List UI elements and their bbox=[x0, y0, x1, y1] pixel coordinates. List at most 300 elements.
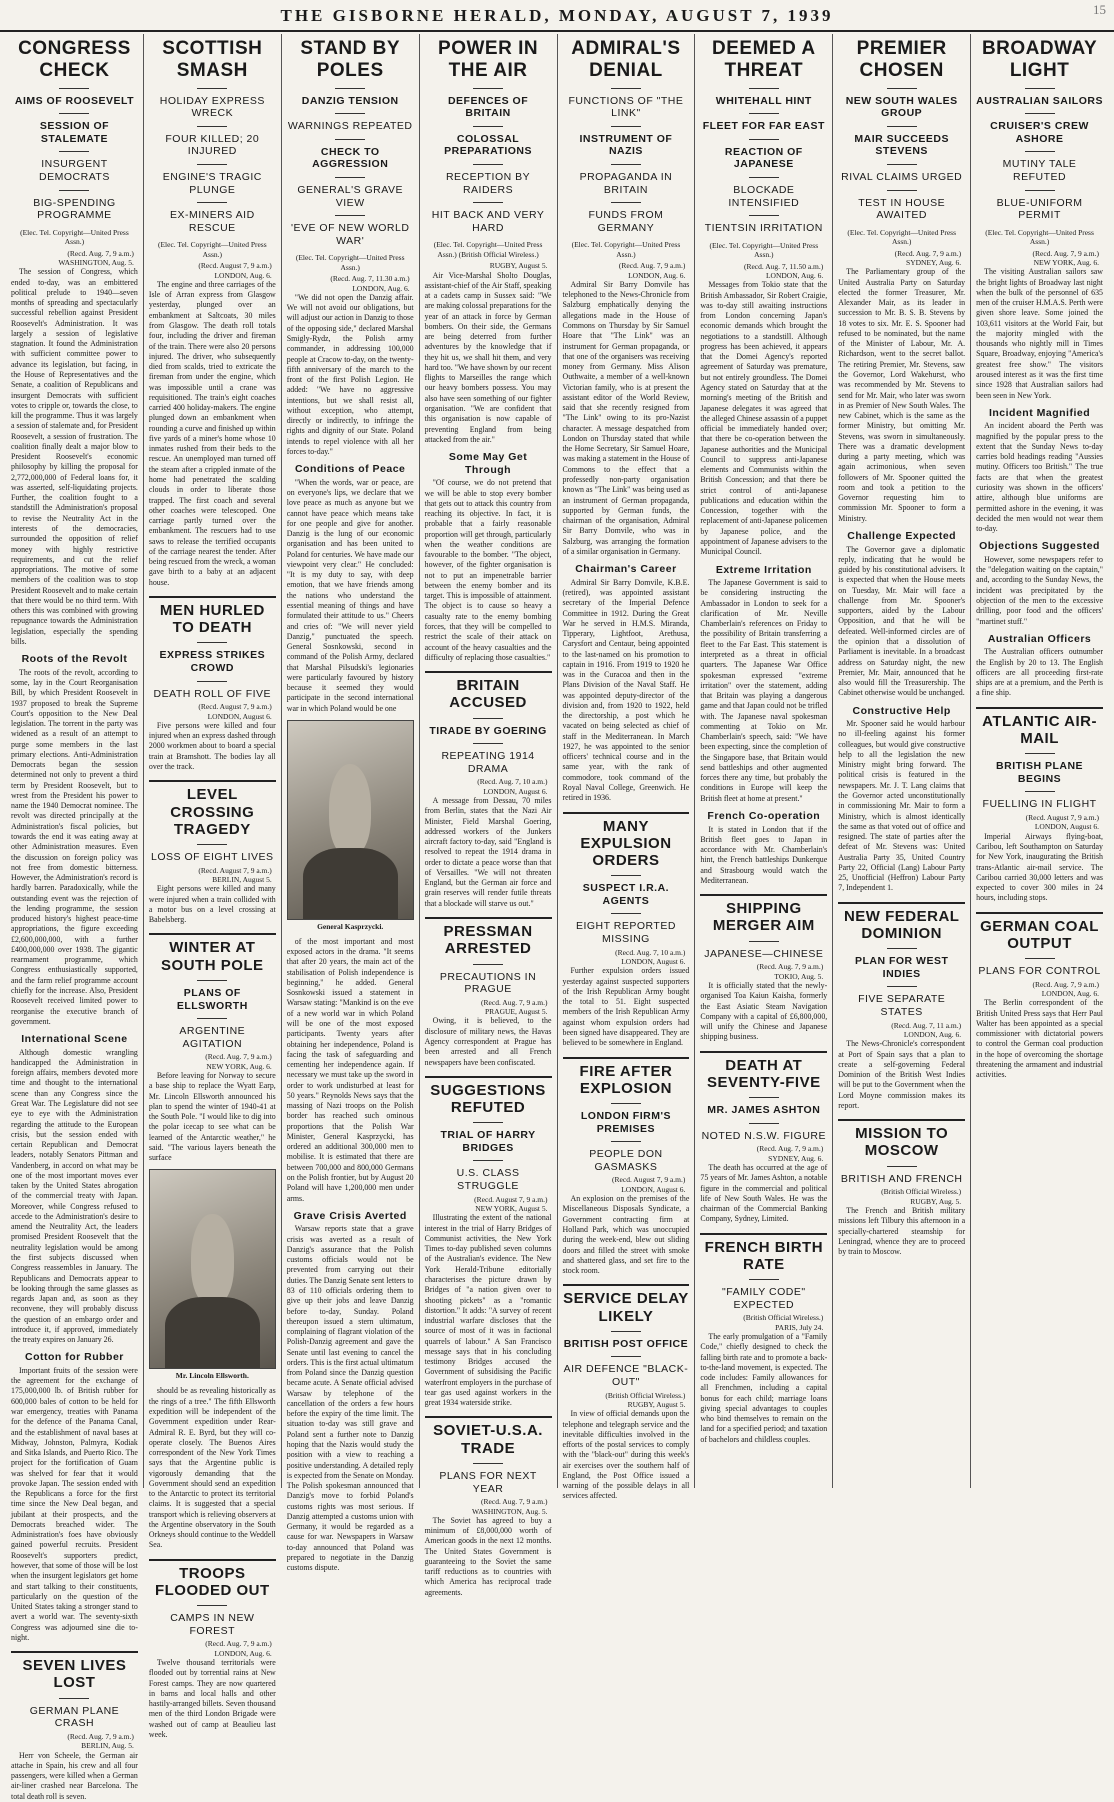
divider bbox=[59, 1698, 89, 1699]
article-paragraph: "Of course, we do not pretend that we will be able to stop every bomber that gets out to attack this country from reaching its objective. In fact, it is probable that a fairly reasonable proportion will get through, particularly when the weather conditions are favourable to the bomber. "The object, however, of the fighter organisation is not to put an impenetrable barrier between the enemy bomber and its target. This is impossible of attainment. The object is to cause so heavy a casualty rate to the enemy bombing forces, that they will be compelled to restrict the scale of their attack on account of the heavy casualties and the difficulty of replacing those casualties." bbox=[424, 478, 552, 662]
divider bbox=[473, 1160, 503, 1161]
article-paragraph: The French and British military missions left Tilbury this afternoon in a specially-chartered steamship for Leningrad, whence they are to proceed by train to Moscow. bbox=[838, 1206, 966, 1257]
article-paragraph: of the most important and most exposed actors in the drama. "It seems that after 20 years, the main act of the stabilisation of Polish independence is beginning," he added. General Sosnkowski issued a statement in Warsaw stating: "Mankind is on the eve of a new world war in which Poland will be one of the most exposed participants. Twenty years after obtaining her independence, Poland is facing the task of safeguarding and cementing her independence again. If necessary we must take up the sword in order to work undisturbed at least for 50 years." Reynolds News says that the massing of Nazi troops on the Polish border has reached such ominous proportions that the Polish War Minister, General Kasprzycki, has ordered an additional 300,000 men to mobilise. It is estimated that there are between 700,000 and 800,000 Germans on the Polish frontier, but by August 20 Poland will have 1,200,000 men under arms. bbox=[286, 936, 414, 1203]
column-7 bbox=[833, 34, 971, 1488]
article-paragraph: Illustrating the extent of the national interest in the trial of Harry Bridges of Communist activities, the New York Times to-day published seven columns of the Australian's evidence. The New York Herald-Tribune editorially characterises the picture drawn by Bridges of "a nation given over to shooting pickets" as a "romantic distortion." It adds: "A survey of recent industrial warfare discloses that the source of most of it was in factional quarrels of labour." A San Francisco message says that in his concluding testimony Bridges accused the Government of subsidising the Pacific waterfront employers in the purchase of tear gas used against workers in the great 1934 waterside strike. bbox=[424, 1213, 552, 1408]
article-body bbox=[287, 293, 414, 457]
dateline: PARIS, July 24. bbox=[775, 1322, 824, 1332]
article-body bbox=[149, 1658, 276, 1740]
section-subhead: International Scene bbox=[21, 1033, 128, 1046]
divider bbox=[887, 948, 917, 949]
divider bbox=[1025, 151, 1055, 152]
article-separator bbox=[563, 1284, 690, 1286]
section-subhead: Incident Magnified bbox=[988, 406, 1091, 419]
article-body bbox=[11, 668, 138, 1027]
dateline: LONDON, Aug. 6. bbox=[352, 283, 410, 293]
headline: FRENCH BIRTH RATE bbox=[704, 1238, 824, 1273]
divider bbox=[887, 986, 917, 987]
divider bbox=[197, 642, 227, 643]
divider bbox=[887, 164, 917, 165]
subheadline: PLANS FOR NEXT YEAR bbox=[439, 1469, 537, 1495]
divider bbox=[887, 88, 917, 89]
article-paragraph: It is stated in London that if the British fleet goes to Japan in accordance with Mr. Chamberlain's hint, the French battleships Dunkerque and Strasbourg would watch the Mediterranean. bbox=[700, 824, 828, 885]
dateline: LONDON, August 6. bbox=[483, 786, 548, 796]
article-separator bbox=[563, 812, 690, 814]
subheadline: ARGENTINE AGITATION bbox=[179, 1025, 246, 1050]
article-body bbox=[838, 1206, 965, 1257]
headline: WINTER AT SOUTH POLE bbox=[161, 939, 264, 974]
subheadline: EIGHT REPORTED MISSING bbox=[575, 920, 676, 946]
dateline: RUGBY, August 5. bbox=[627, 1399, 686, 1409]
headline: PREMIER CHOSEN bbox=[856, 38, 947, 81]
article-body bbox=[425, 1516, 552, 1598]
credit-line: (Elec. Tel. Copyright—United Press Assn.) bbox=[295, 253, 405, 272]
subheadline: INSURGENT DEMOCRATS bbox=[39, 158, 110, 184]
article-body bbox=[976, 647, 1103, 698]
article-body bbox=[425, 271, 552, 446]
dateline: NEW YORK, Aug. 6. bbox=[206, 1061, 272, 1071]
subheadline: TEST IN HOUSE AWAITED bbox=[858, 196, 946, 222]
article-body bbox=[700, 1163, 827, 1225]
photo-caption: Mr. Lincoln Ellsworth. bbox=[175, 1371, 249, 1381]
article-paragraph: "When the words, war or peace, are on everyone's lips, we declare that we love peace as much as anyone but we cannot have peace which means take for one people and give for another. Danzig is the lung of our economic organisation and has been united to Poland for centuries. We have made our viewpoint very clear." He concluded: "It is my duty to say, with deep emotion, that we have friends among the nations who understand the essential meaning of things and have formulated their attitude to us." Cheers and cries of: "We will never yield Danzig," punctuated the speech. General Sosnkowski, second in command of the Polish Army, declared that Marshal Pilsudski's legionaries were particularly favoured by history because it seemed they would participate in the second international war in which Poland would be one bbox=[286, 477, 414, 713]
dateline: RUGBY, Aug. 5. bbox=[910, 1196, 962, 1206]
article-paragraph: Imperial Airways flying-boat, Caribou, left Southampton on Saturday for New York, inaugurating the British trans-Atlantic air-mail service. The Caribou carried 30,000 letters and was expected to cover 300 miles in 24 hours, including stops. bbox=[976, 831, 1103, 903]
subheadline: U.S. CLASS STRUGGLE bbox=[456, 1167, 520, 1193]
article-separator bbox=[563, 1057, 690, 1059]
article-body bbox=[563, 966, 690, 1048]
article-body bbox=[11, 1366, 138, 1643]
dateline: (Recd. Aug. 7, 9 a.m.) bbox=[1032, 248, 1099, 258]
article-paragraph: Owing, it is believed, to the disclosure of military news, the Havas Agency correspondent at Prague has been arrested and all French newspapers have been confiscated. bbox=[424, 1016, 552, 1067]
article-separator bbox=[149, 780, 276, 782]
divider bbox=[887, 126, 917, 127]
dateline: (Recd. August 7, 9 a.m.) bbox=[198, 865, 272, 875]
divider bbox=[1025, 88, 1055, 89]
headline: STAND BY POLES bbox=[300, 38, 401, 81]
divider bbox=[473, 743, 503, 744]
article-body bbox=[11, 267, 138, 647]
dateline: LONDON, August 6. bbox=[1034, 822, 1099, 832]
subheadline: MUTINY TALE REFUTED bbox=[1002, 158, 1077, 184]
headline: CONGRESS CHECK bbox=[18, 38, 131, 81]
article-paragraph: Air Vice-Marshal Sholto Douglas, assistant-chief of the Air Staff, speaking at a cadets camp in Sussex said: "We are making colossal preparations for the year of an attack in force by German bombers. On their side, the Germans are being deterred from further adventures by the knowledge that if they hit us, we shall hit them, and very hard too. "We have shown by our recent flights to Marseilles the range which our heavy bombers possess. You may also have seen something of our fighter organisation. "We are confident that this organisation is now capable of preventing England from being attacked from the air." bbox=[424, 270, 552, 444]
dateline: (Recd. Aug. 7, 9 a.m.) bbox=[756, 962, 824, 972]
divider bbox=[749, 177, 779, 178]
credit-line: (Elec. Tel. Copyright—United Press Assn.) bbox=[157, 240, 267, 259]
article-separator bbox=[425, 917, 552, 919]
article-body bbox=[700, 578, 827, 804]
dateline: WASHINGTON, Aug. 5. bbox=[472, 1506, 548, 1516]
subheadline: EX-MINERS AID RESCUE bbox=[169, 209, 255, 234]
headline: SUGGESTIONS REFUTED bbox=[430, 1081, 546, 1117]
article-body bbox=[976, 998, 1103, 1080]
dateline: (Recd. Aug. 7, 9 a.m.) bbox=[1032, 979, 1099, 989]
section-subhead: Australian Officers bbox=[987, 632, 1092, 645]
subheadline: AIR DEFENCE "BLACK-OUT" bbox=[563, 1363, 689, 1388]
dateline: (Recd. August 7, 9 a.m.) bbox=[198, 702, 272, 712]
dateline: (Recd. Aug. 7, 11.50 a.m.) bbox=[743, 261, 824, 271]
dateline: BERLIN, August 5. bbox=[212, 874, 272, 884]
article-body bbox=[976, 555, 1103, 627]
subheadline: GERMAN PLANE CRASH bbox=[29, 1704, 120, 1730]
article-paragraph: Eight persons were killed and many were injured when a train collided with a motor bus on a level crossing at Babelsberg. bbox=[148, 884, 276, 925]
article-body bbox=[149, 280, 276, 588]
headline: SHIPPING MERGER AIM bbox=[712, 900, 815, 935]
subheadline: INSTRUMENT OF NAZIS bbox=[579, 132, 673, 158]
article-paragraph: The session of Congress, which ended to-day, was an embittered political prelude to 1940—seven months of spreading and spectacularly successful rebellion against President Roosevelt's Administration. It was largely a session of legislative stagnation. It found the Administration with sufficient committee power to advance its legislation, but facing, in the House of Representatives and the Senate, a coalition of Republicans and insurgent Democrats with sufficient votes to cripple or, towards the close, to kill the programme. Thus it was largely a session of stalemate and, for President Roosevelt, a session of frustration. The coalition finally dealt a major blow to President Roosevelt's economic philosophy by killing the proposal for 2,772,000,000 of Federal loans for, it was asserted, self-liquidating projects. Further, the coalition fought to a standstill the Administration's proposal to revise the Neutrality Act in the interests of the democracies, surrounded the opposition of relief money with highly restrictive requirements, and cut the relief appropriations. The motive of some members of the coalition was to stop President Roosevelt and to make certain that there would be no third term. With others this was combined with growing repugnance towards the Administration legislation, especially the spending bills. bbox=[11, 267, 138, 646]
subheadline: CAMPS IN NEW FOREST bbox=[170, 1612, 255, 1637]
divider bbox=[1025, 753, 1055, 754]
divider bbox=[749, 215, 779, 216]
photo-caption: General Kasprzycki. bbox=[317, 921, 384, 931]
subheadline: MAIR SUCCEEDS STEVENS bbox=[854, 132, 949, 158]
divider bbox=[1025, 190, 1055, 191]
subheadline: RECEPTION BY RAIDERS bbox=[445, 171, 531, 196]
subheadline: BLUE-UNIFORM PERMIT bbox=[996, 196, 1083, 222]
article-body bbox=[287, 1224, 414, 1573]
headline: BROADWAY LIGHT bbox=[981, 38, 1098, 81]
divider bbox=[1025, 791, 1055, 792]
headline: FIRE AFTER EXPLOSION bbox=[579, 1062, 673, 1097]
article-paragraph: The early promulgation of a "Family Code," chiefly designed to check the falling birth rate and to promote a back-to-the-land movement, is expected. The code includes: Family allowances for all Frenchmen, including a capital bonus for each child; marriage loans giving special advantages to couples who bind themselves to remain on the land for a specified period; and taxation of bachelors and childless couples. bbox=[700, 1332, 828, 1444]
dateline: (British Official Wireless.) bbox=[881, 1187, 962, 1197]
dateline: LONDON, Aug. 6. bbox=[765, 270, 824, 280]
subheadline: REPEATING 1914 DRAMA bbox=[441, 750, 535, 775]
article-paragraph: Further expulsion orders issued yesterday against suspected supporters of the Irish Republican Army bought the total to 51. Eight suspected members of the Irish Republican Army against whom expulsion orders had been signed have disappeared. They are believed to be somewhere in England. bbox=[562, 966, 690, 1048]
article-body bbox=[976, 832, 1103, 904]
dateline: (Recd. Aug. 7, 10 a.m.) bbox=[615, 947, 686, 957]
headline: LEVEL CROSSING TRAGEDY bbox=[170, 786, 255, 838]
dateline: RUGBY, August 5. bbox=[489, 261, 548, 271]
divider bbox=[749, 941, 779, 942]
section-subhead: Extreme Irritation bbox=[715, 563, 812, 576]
divider bbox=[1025, 958, 1055, 959]
dateline: LONDON, Aug. 6. bbox=[903, 1029, 962, 1039]
article-body bbox=[700, 825, 827, 887]
dateline: (Recd. Aug. 7, 9 a.m.) bbox=[481, 997, 548, 1007]
subheadline: WARNINGS REPEATED bbox=[287, 120, 413, 133]
headline: MEN HURLED TO DEATH bbox=[159, 601, 265, 637]
subheadline: FUNDS FROM GERMANY bbox=[588, 209, 664, 234]
divider bbox=[749, 113, 779, 114]
subheadline: HIT BACK AND VERY HARD bbox=[431, 209, 545, 234]
dateline: (Recd. Aug. 7, 9 a.m.) bbox=[894, 248, 962, 258]
divider bbox=[335, 139, 365, 140]
article-paragraph: Twelve thousand territorials were flooded out by torrential rains at New Forest camps. They are now quartered in barns and local halls and other hastily-arranged billets. Seven thousand men of the third London Brigade were washed out of camp at Beaulieu last week. bbox=[148, 1658, 276, 1739]
subheadline: AUSTRALIAN SAILORS bbox=[976, 94, 1103, 107]
article-body bbox=[425, 1016, 552, 1067]
article-paragraph: Admiral Sir Barry Domvile has telephoned to the News-Chronicle from Salzburg emphatically denying the allegations made in the House of Commons on Thursday by Sir Samuel Hoare that "The Link" was an instrument for German propaganda, or that one of the organisers was receiving money from Germany. Miss Alison Outhwaite, a member of a well-known Victorian family, who is at present the assistant editor of the World Review, said that she recently resigned from "The Link" owing to its pro-Nazist character. A message despatched from London on Thursday stated that while the Home Secretary, Sir Samuel Hoare, was making a statement in the House of Commons to the effect that a professedly non-party organisation known as "The Link" was being used as an instrument of German propaganda, supported by German funds, the chairman of the organisation, Admiral Sir Barry Domvile, who was in Salzburg, was arranging the formation of a similar organisation in Germany. bbox=[562, 279, 690, 556]
portrait-face bbox=[191, 1214, 233, 1305]
column-4 bbox=[420, 34, 558, 1597]
article-body bbox=[700, 1332, 827, 1445]
divider bbox=[335, 88, 365, 89]
article-body bbox=[149, 1071, 276, 1163]
headline: MANY EXPULSION ORDERS bbox=[580, 817, 672, 870]
subheadline: GENERAL'S GRAVE VIEW bbox=[297, 184, 403, 209]
dateline: (Recd. August 7, 9 a.m.) bbox=[1025, 812, 1099, 822]
headline: POWER IN THE AIR bbox=[438, 38, 539, 81]
article-paragraph: Warsaw reports state that a grave crisis was averted as a result of Danzig's assurance that the Polish customs officials would not be prevented from carrying out their duties. The Danzig Senate sent letters to 83 of 110 officials ordering them to give up their jobs and leave Danzig before to-day, Sunday. Poland thereupon issued a stern ultimatum, complaining of flagrant violation of the Polish-Danzig agreement and gave the Senate until last evening to cancel the orders. This is the first actual ultimatum from Poland since the Danzig question became acute. A Senate official advised Warsaw by telephone of the cancellation of the orders a few hours before the expiry of the time limit. The situation to-day was still grave and Poland sent a further note to Danzig hoping that the Nazis would study the position with a view to reaching a positive understanding. A detailed reply is expected from the Senate on Monday. The Polish spokesman announced that Danzig's move to forbid Poland's customs rights was most serious. If Danzig attempted a customs union with Germany, it would be regarded as a cause for war. Newspapers in Warsaw to-day announced that Poland was prepared to negotiate in the Danzig customs dispute. bbox=[286, 1224, 414, 1573]
article-separator bbox=[838, 1119, 965, 1121]
subheadline: BRITISH PLANE BEGINS bbox=[996, 760, 1084, 785]
subheadline: PEOPLE DON GASMASKS bbox=[589, 1148, 663, 1173]
dateline: (Recd. Aug. 7, 9 a.m.) bbox=[618, 261, 686, 271]
headline: DEATH AT SEVENTY-FIVE bbox=[707, 1056, 821, 1091]
article-separator bbox=[149, 933, 276, 935]
subheadline: FLEET FOR FAR EAST bbox=[702, 120, 825, 133]
headline: NEW FEDERAL DOMINION bbox=[843, 907, 960, 942]
subheadline: TIRADE BY GOERING bbox=[429, 724, 547, 737]
article-body bbox=[149, 884, 276, 925]
divider bbox=[197, 202, 227, 203]
subheadline: FIVE SEPARATE STATES bbox=[858, 993, 946, 1018]
article-body bbox=[838, 545, 965, 699]
dateline: (Recd. Aug. 7, 10 a.m.) bbox=[477, 777, 548, 787]
subheadline: DEFENCES OF BRITAIN bbox=[447, 94, 529, 120]
portrait-shoulders bbox=[303, 848, 398, 919]
dateline: LONDON, August 6. bbox=[207, 711, 272, 721]
dateline: LONDON, August 6. bbox=[621, 1184, 686, 1194]
divider bbox=[611, 1356, 641, 1357]
column-6 bbox=[695, 34, 833, 1488]
dateline: NEW YORK, August 5. bbox=[475, 1204, 548, 1214]
subheadline: NOTED N.S.W. FIGURE bbox=[701, 1129, 827, 1142]
divider bbox=[59, 190, 89, 191]
article-body bbox=[563, 1194, 690, 1276]
article-paragraph: The Parliamentary group of the United Australia Party on Saturday elected the former Treasurer, Mr. Alexander Mair, as its leader in succession to Mr. B. S. B. Stevens by 18 votes to six. Mr. E. S. Spooner had refused to be nominated, but the name of the Minister of Labour, Mr. A. Richardson, went to the secret ballot. The retiring Premier, Mr. Stevens, saw the Governor, Lord Wakehurst, who was recommended by Mr. Stevens to send for Mr. Mair, who later was sworn in as Premier of New South Wales. The new Cabinet, which is the same as the former Ministry, but omitting Mr. Stevens, was sworn in simultaneously. There was a dramatic development during a party meeting, which was again acrimonious, when seven followers of Mr. Spooner quitted the room and took a petition to the Governor requesting him to commission Mr. Spooner to form a Ministry. bbox=[838, 267, 966, 523]
divider bbox=[335, 177, 365, 178]
article-paragraph: Mr. Spooner said he would harbour no ill-feeling against his former colleagues, but would give constructive help to all the legislation the new Ministry might bring forward. The political crisis is featured in the newspapers. Mr. J. T. Lang claims that the Governor acted unconstitutionally in commissioning Mr. Mair to form a Ministry, which is almost identically the same as that voted out of office and resigned. The state of parties after the defeat of Mr. Stevens was: United Australia Party 35, United Country Party 22, Official (Lang) Labour Party 25, Unofficial (Heffron) Labour Party 7, Independent 1. bbox=[838, 719, 966, 893]
subheadline: FUNCTIONS OF "THE LINK" bbox=[568, 94, 684, 120]
section-subhead: Roots of the Revolt bbox=[21, 653, 128, 666]
article-paragraph: A message from Dessau, 70 miles from Berlin, states that the Nazi Air Minister, Field Marshal Goering, addressed workers of the Junkers aircraft factory to-day, said "England is resolved to repeat the 1914 drama in order to dictate a peace worse than that of Versailles. "We will not threaten England, but the German air force and grain reserves will render futile threats that a blockade will starve us out." bbox=[424, 796, 552, 908]
article-body bbox=[425, 796, 552, 909]
headline: DEEMED A THREAT bbox=[712, 38, 816, 81]
dateline: (Recd. August 7, 9 a.m.) bbox=[474, 1194, 548, 1204]
divider bbox=[749, 1097, 779, 1098]
article-paragraph: The roots of the revolt, according to some, lay in the Court Reorganisation Bill, by which President Roosevelt in 1937 proposed to break the Supreme Court's opposition to the New Deal legislation. The torrent in the party was widened as a result of an attempt to purge some members in the last primary elections. Anti-Administration Democrats began the session determined not only to prevent a third term by President Roosevelt, but to wrest from the President his power to name the 1940 Democrat nominee. The revolt was directed principally at the Administration's fiscal policies, but towards the end it was eating away at other Administration measures. Even the discussion on foreign policy was not free from domestic bitterness. However, the Administration's record is hardly barren. Paradoxically, while the outstanding event was the rejection of the lending programme, the session produced history's highest peace-time appropriations, the figure exceeding £2,600,000,000, with a further £400,000,000 over 1938. The gigantic rearmament programme, which Congress enthusiastically supported, and the farm relief programme account chiefly for the increase. Also, President Roosevelt received limited power to reorganise the executive branch of government. bbox=[11, 667, 138, 1026]
divider bbox=[335, 215, 365, 216]
dateline: (Recd. Aug. 7, 9 a.m.) bbox=[756, 1144, 824, 1154]
subheadline: CRUISER'S CREW ASHORE bbox=[990, 120, 1089, 145]
divider bbox=[197, 1018, 227, 1019]
subheadline: BRITISH AND FRENCH bbox=[840, 1172, 963, 1185]
divider bbox=[335, 113, 365, 114]
dateline: (Recd. Aug. 7, 9 a.m.) bbox=[67, 1731, 134, 1741]
section-subhead: Challenge Expected bbox=[847, 529, 957, 542]
dateline: SYDNEY, Aug. 6. bbox=[906, 257, 962, 267]
dateline: (Recd. Aug. 7, 11 a.m.) bbox=[891, 1020, 962, 1030]
column-2 bbox=[144, 34, 282, 1739]
dateline: (Recd. Aug. 7, 9 a.m.) bbox=[67, 248, 134, 258]
divider bbox=[197, 126, 227, 127]
section-subhead: Cotton for Rubber bbox=[24, 1351, 124, 1364]
article-separator bbox=[976, 707, 1103, 709]
subheadline: DEATH ROLL OF FIVE bbox=[153, 687, 272, 700]
article-body bbox=[149, 721, 276, 772]
article-paragraph: The engine and three carriages of the Isle of Arran express from Glasgow yesterday, plunged over an embankment at Saltcoats, 30 miles from Glasgow. The death roll totals four, including the driver and fireman of the train. There were also 20 persons injured. The driver, who subsequently died from scalds, tried to extricate the fireman from under the engine, which was impossible until a crane was requisitioned. The train's eight coaches carried 400 holiday-makers. The engine plunged down an embankment when rounding a curve and finished up within five yards of a miner's home whose 10 inmates rushed from their beds to the rescue. An unemployed man turned off the steam after a crippled inmate of the home had penetrated the scalding clouds in order to liberate those trapped. The first coach and several other coaches were telescoped. One carriage partly turned over the embankment. The rescuers had to use saws to release the terrified occupants of the carriage nearest the tender. After being rescued from the wreck, a woman gave birth to a baby at an adjacent house. bbox=[148, 279, 276, 587]
headline: PRESSMAN ARRESTED bbox=[443, 923, 533, 958]
divider bbox=[611, 164, 641, 165]
article-paragraph: It is officially stated that the newly-organised Toa Kaiun Kaisha, formerly the East Asiatic Steam Navigation Company with a capital of £6,800,000, will unify the Chinese and Japanese shipping business. bbox=[700, 980, 828, 1042]
divider bbox=[611, 1141, 641, 1142]
subheadline: 'EVE OF NEW WORLD WAR' bbox=[290, 222, 410, 247]
headline: ADMIRAL'S DENIAL bbox=[571, 38, 681, 81]
page-mark: 15 bbox=[1093, 2, 1106, 17]
article-paragraph: The News-Chronicle's correspondent at Port of Spain says that a plan to create a self-governing Federal Dominion of the British West Indies will be put to the Government when the Lord Moyne commission makes its report. bbox=[838, 1039, 966, 1110]
subheadline: PLANS OF ELLSWORTH bbox=[176, 986, 248, 1012]
divider bbox=[473, 202, 503, 203]
dateline: LONDON, Aug. 6. bbox=[628, 270, 686, 280]
column-3 bbox=[282, 34, 420, 1573]
section-subhead: Conditions of Peace bbox=[294, 463, 406, 476]
dateline: (Recd. August 7, 9 a.m.) bbox=[612, 1175, 686, 1185]
dateline: (Recd. August 7, 9 a.m.) bbox=[198, 261, 272, 271]
divider bbox=[887, 190, 917, 191]
divider bbox=[197, 164, 227, 165]
headline: SERVICE DELAY LIKELY bbox=[563, 1290, 689, 1325]
article-paragraph: Herr von Scheele, the German air attache in Spain, his crew and all four passengers, were killed when a German air-liner crashed near Barcelona. The total death roll is seven. bbox=[11, 1750, 138, 1801]
subheadline: CHECK TO AGGRESSION bbox=[312, 145, 389, 171]
headline: TROOPS FLOODED OUT bbox=[154, 1564, 270, 1599]
subheadline: PROPAGANDA IN BRITAIN bbox=[579, 171, 673, 196]
section-subhead: Constructive Help bbox=[852, 704, 951, 717]
subheadline: REACTION OF JAPANESE bbox=[724, 145, 803, 171]
divider bbox=[473, 718, 503, 719]
divider bbox=[59, 113, 89, 114]
article-body bbox=[700, 280, 827, 557]
section-subhead: Some May Get Through bbox=[448, 451, 528, 476]
article-separator bbox=[149, 1559, 276, 1561]
divider bbox=[59, 88, 89, 89]
credit-line: (Elec. Tel. Copyright—United Press Assn.) bbox=[709, 240, 819, 260]
portrait-face bbox=[329, 764, 371, 855]
article-body bbox=[11, 1048, 138, 1346]
subheadline: "FAMILY CODE" EXPECTED bbox=[722, 1286, 806, 1311]
article-body bbox=[976, 267, 1103, 400]
article-paragraph: Five persons were killed and four injured when an express dashed through 2000 workmen about to board a special train at Bramshott. The bodies lay all over the track. bbox=[148, 720, 276, 771]
article-separator bbox=[700, 894, 827, 896]
article-body bbox=[976, 421, 1103, 534]
article-separator bbox=[425, 1416, 552, 1418]
subheadline: BIG-SPENDING PROGRAMME bbox=[33, 196, 116, 222]
headline: GERMAN COAL OUTPUT bbox=[980, 917, 1099, 952]
article-paragraph: Important fruits of the session were the agreement for the exchange of 175,000,000 lb. of British rubber for 600,000 bales of cotton to be held for war emergency, treaties with Panama for the defence of the Panama Canal, and the establishment of naval bases at Midway, Johnston, Palmyra, Kodiak and Sitka Islands, and Puerto Rico. The project for the fortification of Guam was shelved for fear that it would provoke Japan. The session ended with the Republicans a force for the first time since the New Deal began, and jubilant at their prospects, and the Democrats breached wider. The Administration's foes have obviously gained powerful recruits. President Roosevelt's supporters predict, however, that some of those will be lost when the insurgent legislators get home and start talking to their constituents, particularly on the question of the United States taking a stronger stand to avert a world war. The seventy-sixth Congress was adjourned sine die to-night. bbox=[11, 1365, 138, 1642]
dateline: (Recd. Aug. 7, 11.30 a.m.) bbox=[330, 274, 410, 284]
divider bbox=[611, 913, 641, 914]
dateline: TOKIO, Aug. 5. bbox=[774, 971, 824, 981]
column-5 bbox=[558, 34, 696, 1501]
divider bbox=[473, 1463, 503, 1464]
subheadline: RIVAL CLAIMS URGED bbox=[841, 171, 963, 184]
subheadline: ENGINE'S TRAGIC PLUNGE bbox=[162, 171, 262, 196]
divider bbox=[473, 88, 503, 89]
divider bbox=[473, 164, 503, 165]
article-paragraph: In view of official demands upon the telephone and telegraph service and the inevitable difficulties involved in the efforts of the postal services to comply with the "black-out" during this week's air exercises over the southern half of England, the Post Office issued a warning of the possible delays in all services affected. bbox=[562, 1409, 690, 1501]
divider bbox=[611, 126, 641, 127]
article-paragraph: The Soviet has agreed to buy a minimum of £8,000,000 worth of American goods in the next 12 months. The United States Government is guaranteeing to the Soviet the same tariff reductions as to countries with which America has reciprocal trade agreements. bbox=[424, 1515, 552, 1597]
article-paragraph: The Australian officers outnumber the English by 20 to 13. The English officers are all proceeding first-rate ships are at a premium, and the Perth is a fine ship. bbox=[976, 647, 1103, 698]
article-paragraph: The Governor gave a diplomatic reply, indicating that he would be guided by his constitutional advisers. It is expected that when the House meets on Tuesday, Mr. Mair will face a challenge from Mr. Spooner's supporters, aided by the Labour Opposition, and that he will be defeated. Well-informed circles are of the opinion that a dissolution of Parliament is inevitable. In a broadcast address on Saturday night, the new Premier, Mr. Mair, announced that he also would fill the Treasurership. The Cabinet otherwise would be unchanged. bbox=[838, 544, 966, 698]
article-body bbox=[11, 1751, 138, 1802]
divider bbox=[197, 1605, 227, 1606]
article-paragraph: Although domestic wrangling handicapped the Administration in foreign affairs, members devoted more time and thought to the international scene than any Congress since the Great War. The Legislature did not see eye to eye with the Administration regarding the attitude to the European crisis, but the session ended with certain Republican and Democrat leaders, notably Senators Pittman and Vandenberg, in accord on what may be one of the most important moves ever taken by the United States abrogation of the commercial treaty with Japan. Moreover, while Congress refused to accede to the Administration's desire to amend the Neutrality Act, the leaders promised President Roosevelt that the neutrality legislation would be among the first subjects discussed when Congress reassembles in January. The Republicans and Democrats appear to be looking through the same glasses as regards Japan and, as soon as they reconvene, they will probably discuss the question of an embargo order and introduce it, if approved, immediately the treaty expires on January 26. bbox=[11, 1047, 138, 1345]
article-separator bbox=[425, 671, 552, 673]
dateline: (Recd. Aug. 7, 9 a.m.) bbox=[481, 1497, 548, 1507]
dateline: LONDON, Aug. 6. bbox=[214, 1648, 272, 1658]
subheadline: WHITEHALL HINT bbox=[715, 94, 812, 107]
article-body bbox=[563, 280, 690, 557]
section-subhead: Chairman's Career bbox=[575, 563, 677, 576]
dateline: BERLIN, Aug. 5. bbox=[81, 1741, 134, 1751]
subheadline: BLOCKADE INTENSIFIED bbox=[728, 184, 800, 209]
section-subhead: French Co-operation bbox=[707, 809, 821, 822]
headline: MISSION TO MOSCOW bbox=[855, 1125, 949, 1160]
article-separator bbox=[700, 1233, 827, 1235]
divider bbox=[473, 126, 503, 127]
article-body bbox=[838, 267, 965, 524]
dateline: (British Official Wireless.) bbox=[743, 1313, 824, 1323]
subheadline: COLOSSAL PREPARATIONS bbox=[444, 132, 532, 158]
article-paragraph: should be as revealing historically as the rings of a tree." The fifth Ellsworth expedition will be independent of the Government expedition under Rear-Admiral R. E. Byrd, but they will co-operate closely. The Buenos Aires correspondent of the New York Times says that the Argentine public is vigorously demanding that the Government should send an expedition to the Antarctic to protect its territorial claims. It is suggested that a special transport which is relieving observers at the Argentine observatory in the South Orkneys should continue to the Weddell Sea. bbox=[148, 1386, 276, 1550]
dateline: LONDON, Aug. 6. bbox=[1041, 989, 1099, 999]
subheadline: PRECAUTIONS IN PRAGUE bbox=[439, 970, 537, 996]
subheadline: NEW SOUTH WALES GROUP bbox=[845, 94, 958, 120]
article-separator bbox=[700, 1051, 827, 1053]
article-separator bbox=[425, 1076, 552, 1078]
divider bbox=[749, 139, 779, 140]
divider bbox=[611, 88, 641, 89]
divider bbox=[611, 1103, 641, 1104]
dateline: PRAGUE, August 5. bbox=[484, 1007, 548, 1017]
subheadline: BRITISH POST OFFICE bbox=[563, 1337, 689, 1350]
subheadline: EXPRESS STRIKES CROWD bbox=[159, 649, 266, 674]
article-paragraph: An explosion on the premises of the Miscellaneous Disposals Syndicate, a Government contracting firm at Holland Park, which was unoccupied during the week-end, blew out sliding doors and filled the street with smoke and shattered glass, and set fire to the stock room. bbox=[562, 1194, 690, 1276]
dateline: (Recd. Aug. 7, 9 a.m.) bbox=[205, 1639, 272, 1649]
article-separator bbox=[838, 902, 965, 904]
portrait-photo bbox=[149, 1169, 276, 1369]
article-separator bbox=[11, 1651, 138, 1653]
divider bbox=[749, 1123, 779, 1124]
article-body bbox=[149, 1386, 276, 1550]
article-body bbox=[838, 1039, 965, 1111]
dateline: (Recd. Aug. 7, 9 a.m.) bbox=[205, 1052, 272, 1062]
subheadline: SESSION OF STALEMATE bbox=[39, 120, 110, 145]
masthead bbox=[0, 0, 1114, 32]
divider bbox=[611, 1331, 641, 1332]
divider bbox=[611, 202, 641, 203]
subheadline: DANZIG TENSION bbox=[301, 94, 399, 107]
divider bbox=[197, 681, 227, 682]
dateline: SYDNEY, Aug. 6. bbox=[768, 1153, 824, 1163]
credit-line: (Elec. Tel. Copyright—United Press Assn.) bbox=[571, 240, 681, 259]
portrait-shoulders bbox=[165, 1297, 260, 1368]
divider bbox=[887, 1166, 917, 1167]
headline: BRITAIN ACCUSED bbox=[449, 677, 527, 712]
dateline: (British Official Wireless.) bbox=[605, 1390, 686, 1400]
masthead-title: THE GISBORNE HERALD, MONDAY, AUGUST 7, 1939 bbox=[280, 6, 834, 25]
article-paragraph: "We did not open the Danzig affair. We will not avoid our obligations, but will adjust our action in Danzig to those of the opposing side," declared Marshal Smigly-Rydz, the Polish army commander, in addressing 100,000 people at Cracow to-day, on the twenty-fifth anniversary of the march to the front of the first Polish Legion. He added: "We have no aggressive intentions, but we shall resist all, without exception, who attempt, directly or indirectly, to infringe the rights and dignity of our State. Poland intends to repel violence with all her forces to-day." bbox=[286, 292, 414, 456]
credit-line: (Elec. Tel. Copyright—United Press Assn.) bbox=[985, 227, 1094, 247]
divider bbox=[473, 1122, 503, 1123]
subheadline: FUELLING IN FLIGHT bbox=[982, 798, 1097, 811]
subheadline: JAPANESE—CHINESE bbox=[704, 947, 824, 960]
divider bbox=[197, 844, 227, 845]
column-8 bbox=[971, 34, 1108, 1488]
columns-container bbox=[6, 34, 1108, 1801]
